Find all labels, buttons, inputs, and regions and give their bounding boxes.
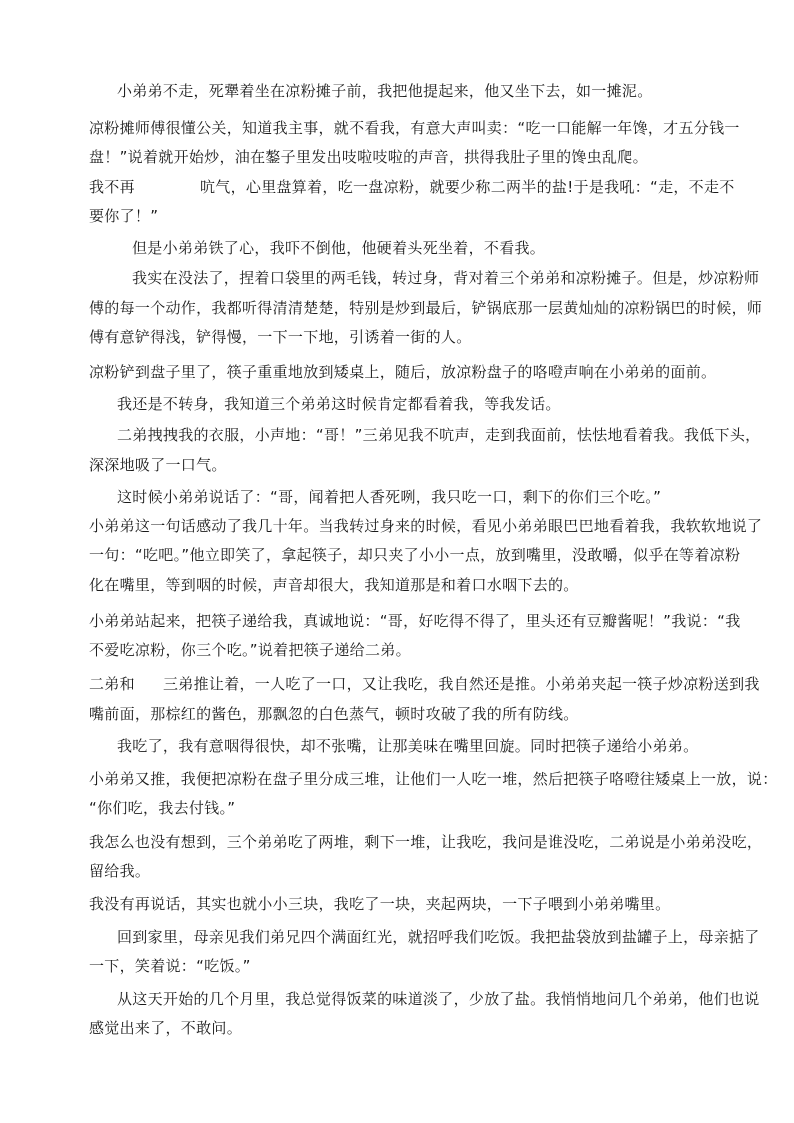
- text-line: 小弟弟又推，我便把凉粉在盘子里分成三堆，让他们一人吃一堆，然后把筷子咯噔往矮桌上一放，说：: [89, 770, 778, 788]
- text-line: 我实在没法了，捏着口袋里的两毛钱，转过身，背对着三个弟弟和凉粉摊子。但是，炒凉粉师: [132, 269, 760, 287]
- text-line: 一下，笑着说：“吃饭。”: [89, 957, 251, 975]
- text-line: 凉粉摊师傅很懂公关，知道我主事，就不看我，有意大声叫卖：“吃一口能解一年馋，才五分钱一: [89, 119, 740, 137]
- text-line: 这时候小弟弟说话了：“哥，闻着把人香死咧，我只吃一口，剩下的你们三个吃。”: [117, 488, 662, 506]
- text-line: 小弟弟不走，死犟着坐在凉粉摊子前，我把他提起来，他又坐下去，如一摊泥。: [117, 82, 653, 100]
- text-line: 三弟推让着，一人吃了一口，又让我吃，我自然还是推。小弟弟夹起一筷子炒凉粉送到我: [163, 675, 760, 693]
- text-line: 但是小弟弟铁了心，我吓不倒他，他硬着头死坐着，不看我。: [132, 239, 546, 257]
- text-line: 要你了！”: [89, 207, 159, 225]
- text-line: 我怎么也没有想到，三个弟弟吃了两堆，剩下一堆，让我吃，我问是谁没吃，二弟说是小弟弟没吃，: [89, 833, 763, 851]
- text-line: 从这天开始的几个月里，我总觉得饭菜的味道淡了，少放了盐。我悄悄地问几个弟弟，他们也说: [117, 990, 760, 1008]
- text-line: 感觉出来了，不敢问。: [89, 1019, 243, 1037]
- text-line: 小弟弟这一句话感动了我几十年。当我转过身来的时候，看见小弟弟眼巴巴地看着我，我软软地说了: [89, 517, 763, 535]
- text-line: 吭气，心里盘算着，吃一盘凉粉，就要少称二两半的盐!于是我吼：“走，不走不: [200, 178, 735, 196]
- text-line: 化在嘴里，等到咽的时候，声音却很大，我知道那是和着口水咽下去的。: [89, 576, 579, 594]
- text-line: 我不再: [89, 178, 135, 196]
- text-line: 凉粉铲到盘子里了，筷子重重地放到矮桌上，随后，放凉粉盘子的咯噔声响在小弟弟的面前。: [89, 363, 717, 381]
- text-line: “你们吃，我去付钱。”: [89, 799, 236, 817]
- text-line: 留给我。: [89, 862, 151, 880]
- text-line: 傅的每一个动作，我都听得清清楚楚，特别是炒到最后，铲锅底那一层黄灿灿的凉粉锅巴的时候，师: [89, 299, 763, 317]
- text-line: 回到家里，母亲见我们弟兄四个满面红光，就招呼我们吃饭。我把盐袋放到盐罐子上，母亲掂了: [117, 928, 760, 946]
- text-line: 我吃了，我有意咽得很快，却不张嘴，让那美味在嘴里回旋。同时把筷子递给小弟弟。: [117, 737, 699, 755]
- text-line: 我没有再说话，其实也就小小三块，我吃了一块，夹起两块，一下子喂到小弟弟嘴里。: [89, 895, 671, 913]
- text-line: 小弟弟站起来，把筷子递给我，真诚地说：“哥，好吃得不得了，里头还有豆瓣酱呢！”我说：“我: [89, 612, 741, 630]
- text-line: 盘！”说着就开始炒，油在鏊子里发出吱啦吱啦的声音，拱得我肚子里的馋虫乱爬。: [89, 148, 648, 166]
- text-line: 我还是不转身，我知道三个弟弟这时候肯定都看着我，等我发话。: [117, 395, 561, 413]
- text-line: 一句：“吃吧。”他立即笑了，拿起筷子，却只夹了小小一点，放到嘴里，没敢嚼，似乎在等着凉粉: [89, 546, 741, 564]
- text-line: 不爱吃凉粉，你三个吃。”说着把筷子递给二弟。: [89, 641, 411, 659]
- text-line: 深深地吸了一口气。: [89, 456, 227, 474]
- text-line: 二弟拽拽我的衣服，小声地：“哥！”三弟见我不吭声，走到我面前，怯怯地看着我。我低下头，: [117, 426, 761, 444]
- text-line: 嘴前面，那棕红的酱色，那飘忽的白色蒸气，顿时攻破了我的所有防线。: [89, 705, 579, 723]
- text-line: 二弟和: [89, 675, 135, 693]
- text-line: 傅有意铲得浅，铲得慢，一下一下地，引诱着一街的人。: [89, 328, 472, 346]
